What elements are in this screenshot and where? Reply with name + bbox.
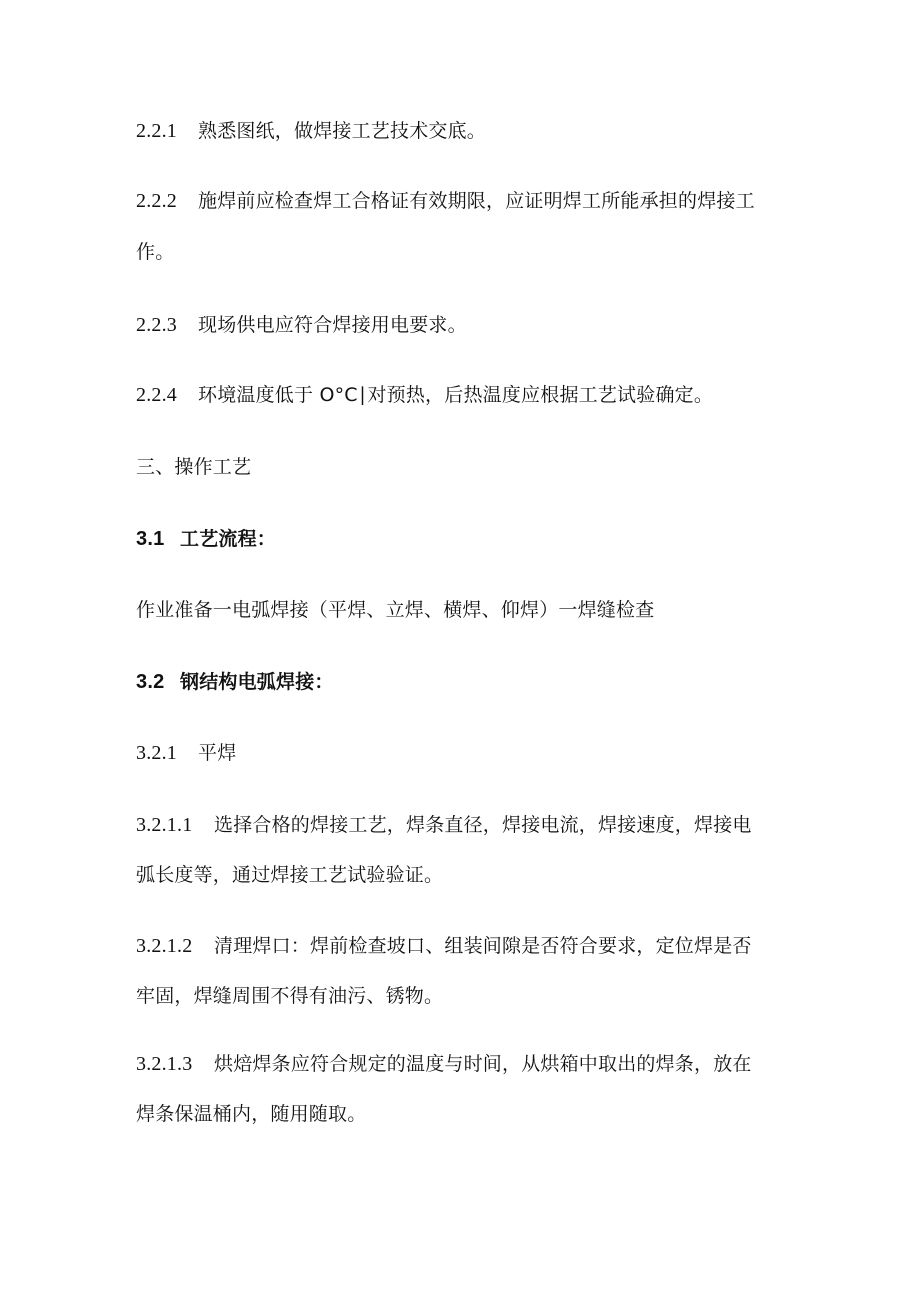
clause-number: 2.2.4 — [136, 384, 177, 406]
paragraph-3-2-1-2 — [136, 934, 752, 958]
clause-number: 2.2.3 — [136, 314, 177, 336]
clause-number: 2.2.2 — [136, 190, 177, 212]
clause-text: 清理焊口：焊前检查坡口、组装间隙是否符合要求，定位焊是否 — [214, 935, 752, 957]
clause-text: 牢固，焊缝周围不得有油污、锈物。 — [136, 985, 444, 1007]
clause-text: 焊条保温桶内，随用随取。 — [136, 1103, 367, 1125]
clause-number: 3.2.1 — [136, 742, 177, 764]
section-title: 工艺流程： — [180, 528, 277, 550]
clause-text: 现场供电应符合焊接用电要求。 — [198, 314, 467, 336]
paragraph-3-2-1-1 — [136, 813, 752, 837]
clause-text: 弧长度等，通过焊接工艺试验验证。 — [136, 864, 444, 886]
paragraph-3-2-1-2-continued — [136, 984, 443, 1008]
clause-text: 作。 — [136, 241, 175, 263]
process-flow-text — [136, 598, 654, 622]
clause-number: 3.2.1.3 — [136, 1053, 193, 1075]
paragraph-2-2-4 — [136, 383, 713, 407]
section-number: 3.2 — [136, 671, 165, 693]
clause-number: 3.2.1.2 — [136, 935, 193, 957]
paragraph-2-2-2-continued — [136, 240, 174, 264]
clause-text: 熟悉图纸，做焊接工艺技术交底。 — [198, 120, 487, 142]
section-heading-3 — [136, 455, 251, 479]
paragraph-3-2-1-1-continued — [136, 863, 443, 887]
heading-3-2-1 — [136, 741, 236, 765]
paragraph-2-2-1 — [136, 119, 486, 143]
clause-number: 2.2.1 — [136, 120, 177, 142]
clause-text: 环境温度低于 O°C∣对预热，后热温度应根据工艺试验确定。 — [198, 384, 714, 406]
clause-text: 作业准备一电弧焊接（平焊、立焊、横焊、仰焊）一焊缝检查 — [136, 599, 655, 621]
section-title: 三、操作工艺 — [136, 456, 252, 478]
section-title: 钢结构电弧焊接： — [180, 671, 334, 693]
clause-number: 3.2.1.1 — [136, 814, 193, 836]
paragraph-2-2-2 — [136, 189, 755, 213]
paragraph-2-2-3 — [136, 313, 467, 337]
clause-text: 平焊 — [198, 742, 237, 764]
heading-3-1 — [136, 527, 276, 551]
clause-text: 选择合格的焊接工艺，焊条直径，焊接电流，焊接速度，焊接电 — [214, 814, 752, 836]
section-number: 3.1 — [136, 528, 165, 550]
clause-text: 烘焙焊条应符合规定的温度与时间，从烘箱中取出的焊条，放在 — [214, 1053, 752, 1075]
clause-text: 施焊前应检查焊工合格证有效期限，应证明焊工所能承担的焊接工 — [198, 190, 755, 212]
paragraph-3-2-1-3 — [136, 1052, 752, 1076]
paragraph-3-2-1-3-continued — [136, 1102, 366, 1126]
heading-3-2 — [136, 670, 334, 694]
